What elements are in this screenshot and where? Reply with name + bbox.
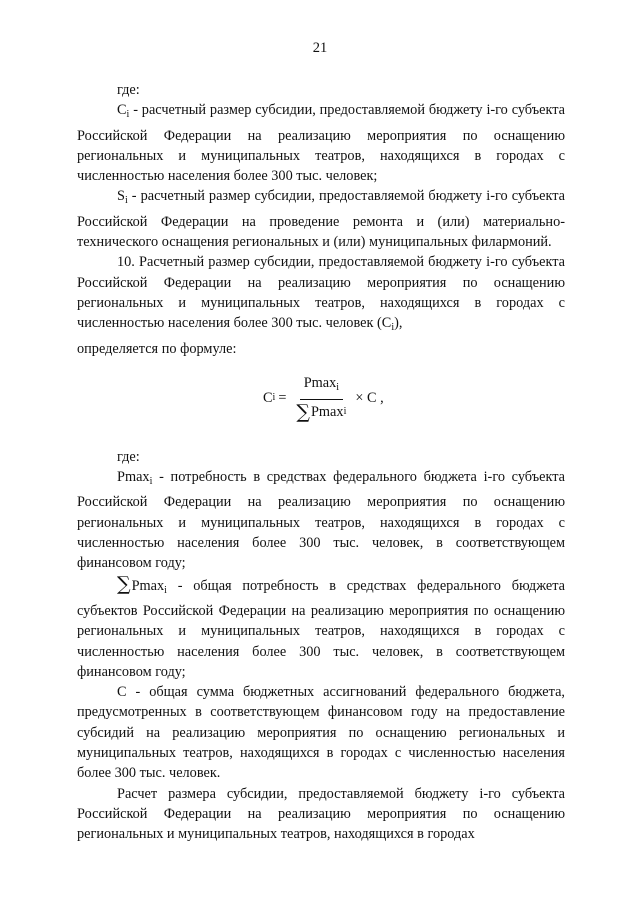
formula-numerator-subscript: i xyxy=(336,381,340,393)
ci-symbol: C xyxy=(117,102,127,119)
sum-pmax-symbol: Pmax xyxy=(131,577,165,594)
formula-block xyxy=(77,359,565,447)
formula-numerator-text: Pmax xyxy=(303,374,337,391)
formula-denominator-subscript: i xyxy=(343,406,347,418)
ci-definition xyxy=(77,100,565,186)
sigma-icon: ∑ xyxy=(296,401,310,424)
si-symbol: S xyxy=(117,188,125,205)
sum-pmax-definition xyxy=(77,574,565,682)
pmax-symbol: Pmax xyxy=(117,469,150,486)
formula-times-c: × C , xyxy=(355,389,384,406)
formula xyxy=(263,373,384,423)
document-body xyxy=(77,80,565,845)
sum-pmax-subscript: i xyxy=(164,584,167,596)
pmax-definition xyxy=(77,467,565,573)
formula-denominator xyxy=(292,400,350,422)
formula-numerator xyxy=(300,373,343,400)
si-subscript: i xyxy=(124,195,128,207)
formula-lhs-subscript: i xyxy=(272,391,276,403)
paragraph-10-subscript: i xyxy=(391,322,395,334)
si-definition-text: - расчетный размер субсидии, предоставляемой бюджету i-го субъекта Российской Федерации на проведение ремонта и (или) материально-технического оснащения региональных и (или) муниципальных филармоний. xyxy=(77,188,565,251)
pmax-subscript: i xyxy=(149,476,153,488)
ci-subscript: i xyxy=(126,109,130,121)
formula-denominator-text: Pmax xyxy=(310,404,344,421)
paragraph-10-tail: определяется по формуле: xyxy=(77,340,237,357)
sum-pmax-definition-text: - общая потребность в средствах федерального бюджета субъектов Российской Федерации на реализацию мероприятия по оснащению региональных и муниципальных театров, находящихся в городах с численностью населения более 300 тыс. человек, в соответствующем финансовом году; xyxy=(77,577,565,680)
ci-definition-text: - расчетный размер субсидии, предоставляемой бюджету i-го субъекта Российской Федерации на реализацию мероприятия по оснащению региональных и муниципальных театров, находящихся в городах с численностью населения более 300 тыс. человек; xyxy=(77,102,565,185)
si-definition xyxy=(77,186,565,252)
paragraph-10-close: ), xyxy=(394,315,403,332)
paragraph-10-text: 10. Расчетный размер субсидии, предоставляемой бюджету i-го субъекта Российской Федерации на реализацию мероприятия по оснащению региональных и муниципальных театров, находящихся в городах с численностью населения более 300 тыс. человек ( xyxy=(77,254,565,332)
sum-sigma-icon: ∑ xyxy=(117,572,131,595)
paragraph-10-symbol: C xyxy=(381,315,392,332)
formula-lhs: C xyxy=(263,389,273,406)
paragraph-10 xyxy=(77,252,565,338)
where-label-2: где: xyxy=(117,448,140,465)
where-label-1: где: xyxy=(117,82,140,98)
pmax-definition-text: - потребность в средствах федерального бюджета i-го субъекта Российской Федерации на реализацию мероприятия по оснащению региональных и муниципальных театров, находящихся в городах с численностью населения более 300 тыс. человек, в соответствующем финансовом году; xyxy=(77,469,565,572)
page-number: 21 xyxy=(312,40,328,56)
c-definition: С - общая сумма бюджетных ассигнований федерального бюджета, предусмотренных в соответствующем финансовом году на предоставление субсидий на реализацию мероприятия по оснащению региональных и муниципальных театров, находящихся в городах с численностью населения более 300 тыс. человек. xyxy=(77,684,565,782)
formula-fraction xyxy=(292,373,350,423)
calculation-paragraph: Расчет размера субсидии, предоставляемой бюджету i-го субъекта Российской Федерации на реализацию мероприятия по оснащению региональных и муниципальных театров, находящихся в городах xyxy=(77,785,565,843)
formula-equals: = xyxy=(278,389,287,406)
